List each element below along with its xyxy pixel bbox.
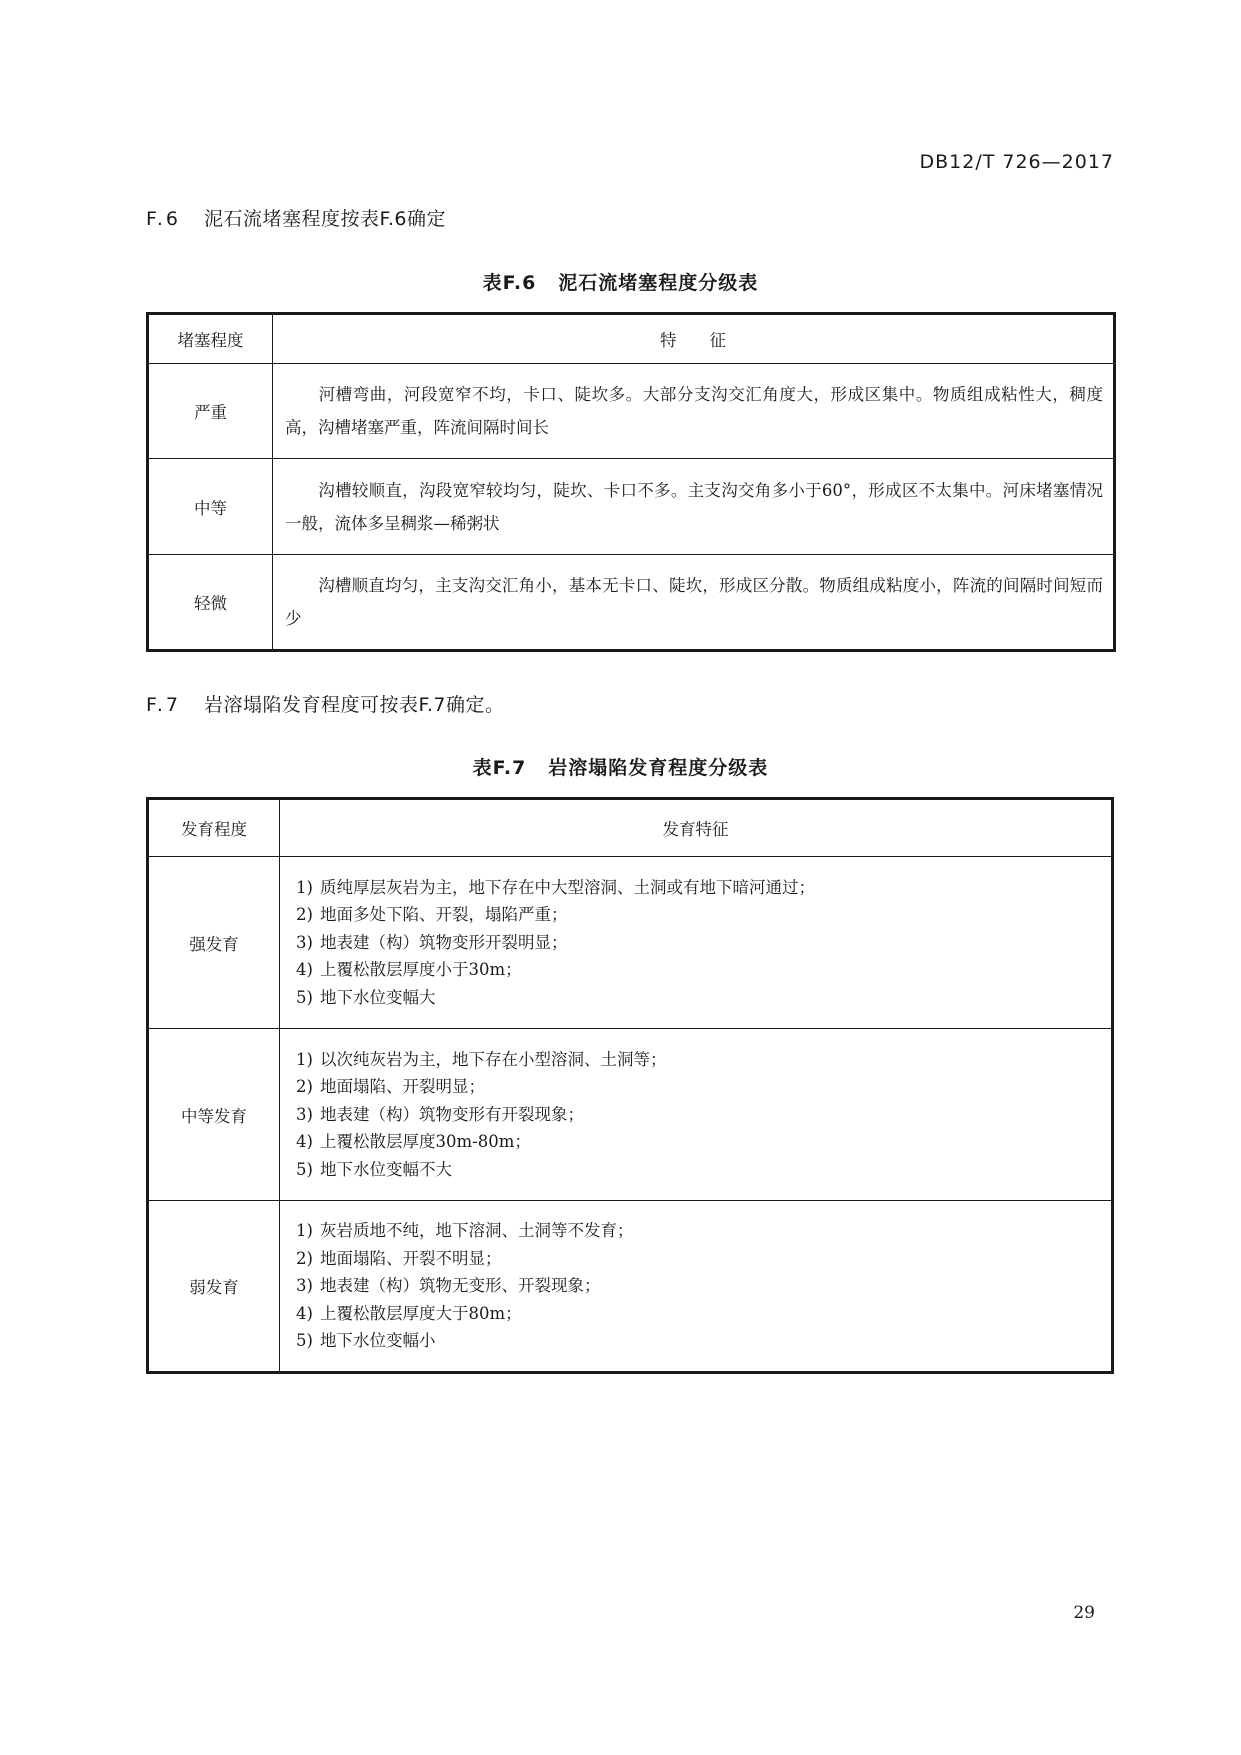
list-item [296,1217,1101,1245]
table-row [148,1029,1113,1201]
table-header-row [148,799,1113,857]
section-f7-heading [146,690,505,717]
column-header-level: 堵塞程度 [148,314,273,364]
table-row [148,555,1115,651]
table-f7-caption-title: 岩溶塌陷发育程度分级表 [548,757,769,779]
level-cell: 强发育 [148,857,280,1029]
item-text: 地下水位变幅大 [320,987,436,1007]
column-header-feature: 特 征 [273,314,1115,364]
table-f7-caption-number: 表F.7 [472,757,527,779]
item-number: 5) [296,987,313,1007]
item-number: 2) [296,1248,313,1268]
table-f6-caption-title: 泥石流堵塞程度分级表 [558,272,759,294]
item-number: 3) [296,1276,313,1296]
item-text: 地表建（构）筑物变形有开裂现象； [320,1104,584,1124]
list-item [296,1156,1101,1184]
item-text: 以次纯灰岩为主，地下存在小型溶洞、土洞等； [320,1049,667,1069]
item-number: 1) [296,1221,313,1241]
item-text: 地面多处下陷、开裂，塌陷严重； [320,905,568,925]
item-number: 4) [296,960,313,980]
level-cell: 中等 [148,459,273,555]
section-f7-number: F.7 [146,694,182,716]
list-item [296,1101,1101,1129]
column-header-feature: 发育特征 [280,799,1113,857]
item-text: 地下水位变幅小 [320,1331,436,1351]
list-item [296,1272,1101,1300]
table-f6-caption-number: 表F.6 [482,272,537,294]
item-number: 5) [296,1331,313,1351]
table-row [148,459,1115,555]
feature-list-cell [280,1029,1113,1201]
list-item [296,1128,1101,1156]
table-row [148,857,1113,1029]
feature-cell [273,555,1115,651]
item-text: 地下水位变幅不大 [320,1159,452,1179]
table-row [148,364,1115,459]
feature-list-cell [280,1201,1113,1373]
list-item [296,901,1101,929]
item-number: 4) [296,1132,313,1152]
table-row [148,1201,1113,1373]
level-cell: 轻微 [148,555,273,651]
list-item [296,1073,1101,1101]
item-number: 4) [296,1303,313,1323]
list-item [296,874,1101,902]
section-f6-number: F.6 [146,208,182,230]
feature-text: 沟槽较顺直，沟段宽窄较均匀，陡坎、卡口不多。主支沟交角多小于60°，形成区不太集中。河床堵塞情况一般，流体多呈稠浆—稀粥状 [285,480,1103,533]
column-header-level: 发育程度 [148,799,280,857]
item-text: 上覆松散层厚度大于80m； [320,1303,522,1323]
item-text: 地面塌陷、开裂明显； [320,1077,485,1097]
feature-cell [273,364,1115,459]
table-f7 [146,797,1114,1374]
table-f7-caption [0,753,1241,780]
level-cell: 弱发育 [148,1201,280,1373]
item-number: 2) [296,905,313,925]
table-f6 [146,312,1116,652]
item-number: 3) [296,1104,313,1124]
item-text: 地表建（构）筑物变形开裂明显； [320,932,568,952]
list-item [296,1046,1101,1074]
item-text: 灰岩质地不纯，地下溶洞、土洞等不发育； [320,1221,634,1241]
table-header-row [148,314,1115,364]
list-item [296,929,1101,957]
item-text: 地表建（构）筑物无变形、开裂现象； [320,1276,601,1296]
level-cell: 严重 [148,364,273,459]
item-text: 质纯厚层灰岩为主，地下存在中大型溶洞、土洞或有地下暗河通过； [320,877,815,897]
feature-text: 沟槽顺直均匀，主支沟交汇角小，基本无卡口、陡坎，形成区分散。物质组成粘度小，阵流的间隔时间短而少 [285,576,1103,628]
item-number: 5) [296,1159,313,1179]
item-text: 地面塌陷、开裂不明显； [320,1248,502,1268]
document-code: DB12/T 726—2017 [919,151,1114,173]
section-f6-heading [146,204,446,231]
item-number: 1) [296,877,313,897]
list-item [296,1245,1101,1273]
feature-cell [273,459,1115,555]
list-item [296,1327,1101,1355]
item-text: 上覆松散层厚度30m-80m； [320,1132,531,1152]
feature-text: 河槽弯曲，河段宽窄不均，卡口、陡坎多。大部分支沟交汇角度大，形成区集中。物质组成粘性大，稠度高，沟槽堵塞严重，阵流间隔时间长 [285,385,1103,437]
item-number: 2) [296,1077,313,1097]
level-cell: 中等发育 [148,1029,280,1201]
section-f7-text: 岩溶塌陷发育程度可按表F.7确定。 [204,694,505,716]
item-number: 3) [296,932,313,952]
feature-list-cell [280,857,1113,1029]
list-item [296,956,1101,984]
list-item [296,984,1101,1012]
item-number: 1) [296,1049,313,1069]
table-f6-caption [0,268,1241,295]
item-text: 上覆松散层厚度小于30m； [320,960,522,980]
list-item [296,1300,1101,1328]
section-f6-text: 泥石流堵塞程度按表F.6确定 [204,208,447,230]
page-number: 29 [1073,1603,1095,1623]
